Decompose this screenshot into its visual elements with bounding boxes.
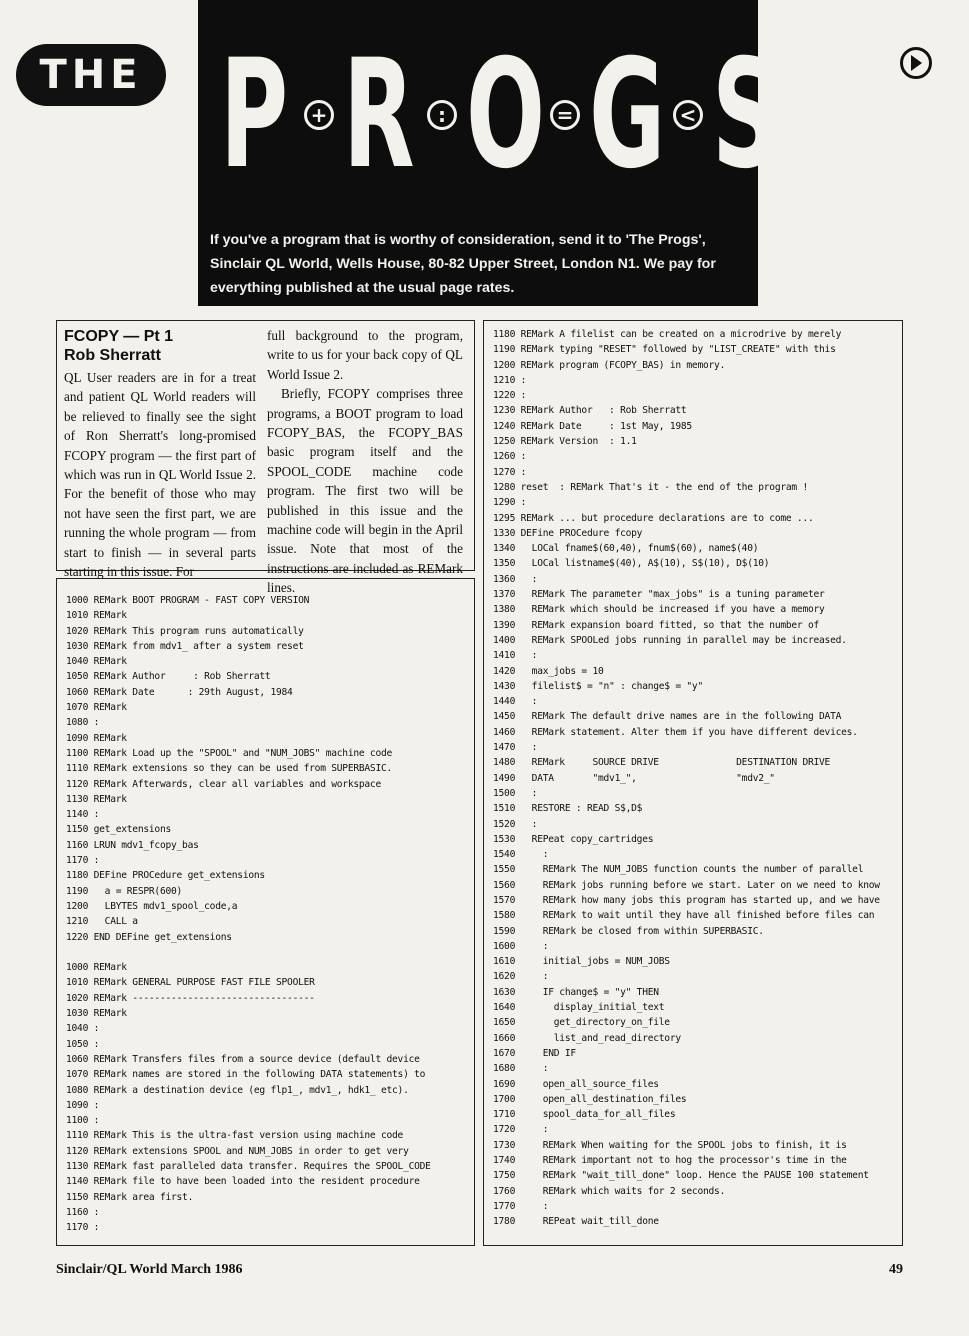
code-line: 1400 REMark SPOOLed jobs running in parallel may be increased.: [493, 634, 847, 646]
code-line: 1130 REMark: [66, 793, 127, 805]
code-line: 1090 :: [66, 1099, 100, 1111]
page-number: 49: [889, 1262, 903, 1277]
colon-circle-icon: :: [427, 100, 457, 130]
code-line: 1090 REMark: [66, 732, 127, 744]
code-line: 1295 REMark ... but procedure declarations are to come ...: [493, 512, 814, 524]
code-line: 1160 LRUN mdv1_fcopy_bas: [66, 839, 199, 851]
code-line: 1340 LOCal fname$(60,40), fnum$(60), name$(40): [493, 543, 759, 555]
code-line: 1650 get_directory_on_file: [493, 1017, 670, 1029]
code-line: 1440 :: [493, 696, 538, 708]
code-line: 1640 display_initial_text: [493, 1002, 665, 1014]
code-line: 1240 REMark Date : 1st May, 1985: [493, 420, 692, 432]
code-line: 1210 CALL a: [66, 916, 138, 928]
code-line: 1760 REMark which waits for 2 seconds.: [493, 1185, 726, 1197]
code-line: 1050 REMark Author : Rob Sherratt: [66, 671, 271, 683]
code-line: 1140 REMark file to have been loaded into the resident procedure: [66, 1176, 420, 1188]
code-line: 1520 :: [493, 818, 538, 830]
progs-banner: [198, 0, 779, 306]
article-column-1: [64, 327, 256, 581]
article-intro-box: [56, 320, 475, 596]
code-line: 1060 REMark Date : 29th August, 1984: [66, 686, 293, 698]
equals-circle-icon: =: [550, 100, 580, 130]
article-column-2: [267, 326, 463, 598]
code-line: 1620 :: [493, 971, 549, 983]
code-block: [66, 593, 431, 1235]
code-line: 1410 :: [493, 650, 538, 662]
code-line: 1030 REMark: [66, 1008, 127, 1020]
code-line: 1710 spool_data_for_all_files: [493, 1109, 676, 1121]
code-line: 1540 :: [493, 849, 549, 861]
code-line: 1040 REMark: [66, 656, 127, 668]
code-listing-fcopy: [483, 320, 903, 1246]
code-line: [66, 945, 431, 960]
code-line: 1220 :: [493, 390, 527, 402]
left-arrow-circle-icon: <: [673, 100, 703, 130]
code-line: 1160 :: [66, 1206, 100, 1218]
code-line: 1190 a = RESPR(600): [66, 885, 183, 897]
article-author: Rob Sherratt: [64, 347, 161, 364]
code-line: 1200 LBYTES mdv1_spool_code,a: [66, 900, 238, 912]
code-line: 1570 REMark how many jobs this program has started up, and we have: [493, 894, 880, 906]
code-line: 1600 :: [493, 940, 549, 952]
code-line: 1590 REMark be closed from within SUPERBASIC.: [493, 925, 764, 937]
code-line: 1430 filelist$ = "n" : change$ = "y": [493, 680, 703, 692]
code-line: 1370 REMark The parameter "max_jobs" is a tuning parameter: [493, 589, 825, 601]
code-line: 1260 :: [493, 451, 527, 463]
code-line: 1270 :: [493, 466, 527, 478]
code-line: 1660 list_and_read_directory: [493, 1032, 681, 1044]
code-line: 1150 get_extensions: [66, 824, 171, 836]
code-line: 1030 REMark from mdv1_ after a system reset: [66, 640, 304, 652]
code-line: 1020 REMark ---------------------------------: [66, 992, 315, 1004]
code-line: 1050 :: [66, 1038, 100, 1050]
code-line: 1020 REMark This program runs automatically: [66, 625, 304, 637]
code-line: 1530 REPeat copy_cartridges: [493, 833, 654, 845]
code-line: 1550 REMark The NUM_JOBS function counts the number of parallel: [493, 864, 864, 876]
code-line: 1450 REMark The default drive names are in the following DATA: [493, 711, 842, 723]
code-line: 1220 END DEFine get_extensions: [66, 931, 232, 943]
code-line: 1180 REMark A filelist can be created on a microdrive by merely: [493, 329, 842, 340]
code-line: 1350 LOCal listname$(40), A$(10), S$(10), D$(10): [493, 558, 770, 570]
code-line: 1120 REMark extensions SPOOL and NUM_JOBS in order to get very: [66, 1145, 409, 1157]
code-line: 1200 REMark program (FCOPY_BAS) in memory.: [493, 359, 726, 371]
code-line: 1100 :: [66, 1115, 100, 1127]
code-line: 1060 REMark Transfers files from a source device (default device: [66, 1053, 420, 1065]
code-line: 1470 :: [493, 742, 538, 754]
code-listing-boot: [56, 578, 475, 1246]
code-line: 1560 REMark jobs running before we start. Later on we need to know: [493, 879, 880, 891]
title-letter: P: [220, 28, 289, 202]
code-block: [493, 327, 880, 1230]
the-badge: THE: [16, 44, 166, 106]
code-line: 1580 REMark to wait until they have all finished before files can: [493, 910, 875, 922]
code-line: 1330 DEFine PROCedure fcopy: [493, 527, 643, 539]
code-line: 1040 :: [66, 1023, 100, 1035]
submission-info: If you've a program that is worthy of consideration, send it to 'The Progs', Sinclair QL World, Wells House, 80-82 Upper Street, London N1. We pay for everything published at the usual page rates.: [210, 232, 716, 296]
article-text: QL User readers are in for a treat and patient QL World readers will be relieved to finally see the sight of Ron Sherratt's long-promised FCOPY program — the first part of which was run in QL World Issue 2. For the benefit of those who may not have seen the first part, we are running the whole program — from start to finish — in several parts starting in this issue. For: [64, 370, 256, 580]
code-line: 1460 REMark statement. Alter them if you have different devices.: [493, 726, 858, 738]
code-line: 1730 REMark When waiting for the SPOOL jobs to finish, it is: [493, 1139, 847, 1151]
code-line: 1380 REMark which should be increased if you have a memory: [493, 604, 825, 616]
code-line: 1630 IF change$ = "y" THEN: [493, 986, 659, 998]
code-line: 1280 reset : REMark That's it - the end of the program !: [493, 481, 808, 493]
code-line: 1100 REMark Load up the "SPOOL" and "NUM_JOBS" machine code: [66, 747, 393, 759]
code-line: 1770 :: [493, 1200, 549, 1212]
code-line: 1070 REMark names are stored in the following DATA statements) to: [66, 1069, 426, 1081]
code-line: 1080 :: [66, 717, 100, 729]
code-line: 1700 open_all_destination_files: [493, 1093, 687, 1105]
code-line: 1170 :: [66, 855, 100, 867]
code-line: 1740 REMark important not to hog the processor's time in the: [493, 1155, 847, 1167]
title-letter: R: [343, 28, 415, 202]
title-letter: O: [466, 28, 546, 202]
code-line: 1390 REMark expansion board fitted, so that the number of: [493, 619, 820, 631]
code-line: 1360 :: [493, 573, 538, 585]
code-line: 1230 REMark Author : Rob Sherratt: [493, 405, 687, 417]
article-title: FCOPY — Pt 1: [64, 328, 174, 345]
code-line: 1720 :: [493, 1124, 549, 1136]
code-line: 1780 REPeat wait_till_done: [493, 1216, 659, 1228]
code-line: 1140 :: [66, 809, 100, 821]
code-line: 1110 REMark This is the ultra-fast version using machine code: [66, 1130, 404, 1142]
code-line: 1210 :: [493, 374, 527, 386]
code-line: 1510 RESTORE : READ S$,D$: [493, 803, 643, 815]
code-line: 1150 REMark area first.: [66, 1191, 194, 1203]
play-circle-icon: [900, 47, 932, 79]
publication-footer: Sinclair/QL World March 1986: [56, 1262, 243, 1277]
code-line: 1180 DEFine PROCedure get_extensions: [66, 870, 265, 882]
article-text: Briefly, FCOPY comprises three programs, a BOOT program to load FCOPY_BAS, the FCOPY_BAS basic program itself and the SPOOL_CODE machine code program. The first two will be published in this issue and the machine code will begin in the April issue. Note that most of the instructions are included as REMark lines.: [267, 386, 463, 596]
code-line: 1610 initial_jobs = NUM_JOBS: [493, 956, 670, 968]
code-line: 1690 open_all_source_files: [493, 1078, 659, 1090]
code-line: 1010 REMark GENERAL PURPOSE FAST FILE SPOOLER: [66, 977, 315, 989]
code-line: 1000 REMark: [66, 962, 127, 974]
title-letter: G: [589, 28, 666, 202]
code-line: 1670 END IF: [493, 1047, 576, 1059]
code-line: 1750 REMark "wait_till_done" loop. Hence the PAUSE 100 statement: [493, 1170, 869, 1182]
plus-circle-icon: +: [304, 100, 334, 130]
code-line: 1290 :: [493, 497, 527, 509]
code-line: 1490 DATA "mdv1_", "mdv2_": [493, 772, 775, 784]
code-line: 1120 REMark Afterwards, clear all variables and workspace: [66, 778, 381, 790]
code-line: 1010 REMark: [66, 610, 127, 622]
code-line: 1130 REMark fast paralleled data transfer. Requires the SPOOL_CODE: [66, 1160, 431, 1172]
code-line: 1680 :: [493, 1063, 549, 1075]
progs-title: [220, 28, 790, 202]
code-line: 1170 :: [66, 1222, 100, 1234]
code-line: 1480 REMark SOURCE DRIVE DESTINATION DRIVE: [493, 757, 831, 769]
code-line: 1000 REMark BOOT PROGRAM - FAST COPY VERSION: [66, 595, 310, 606]
title-letter: S: [712, 28, 779, 202]
code-line: 1420 max_jobs = 10: [493, 665, 604, 677]
code-line: 1250 REMark Version : 1.1: [493, 436, 637, 448]
code-line: 1190 REMark typing "RESET" followed by "LIST_CREATE" with this: [493, 344, 836, 356]
code-line: 1500 :: [493, 787, 538, 799]
code-line: 1110 REMark extensions so they can be used from SUPERBASIC.: [66, 763, 393, 775]
code-line: 1070 REMark: [66, 702, 127, 714]
article-text: full background to the program, write to us for your back copy of QL World Issue 2.: [267, 328, 463, 382]
code-line: 1080 REMark a destination device (eg flp1_, mdv1_, hdk1_ etc).: [66, 1084, 409, 1096]
